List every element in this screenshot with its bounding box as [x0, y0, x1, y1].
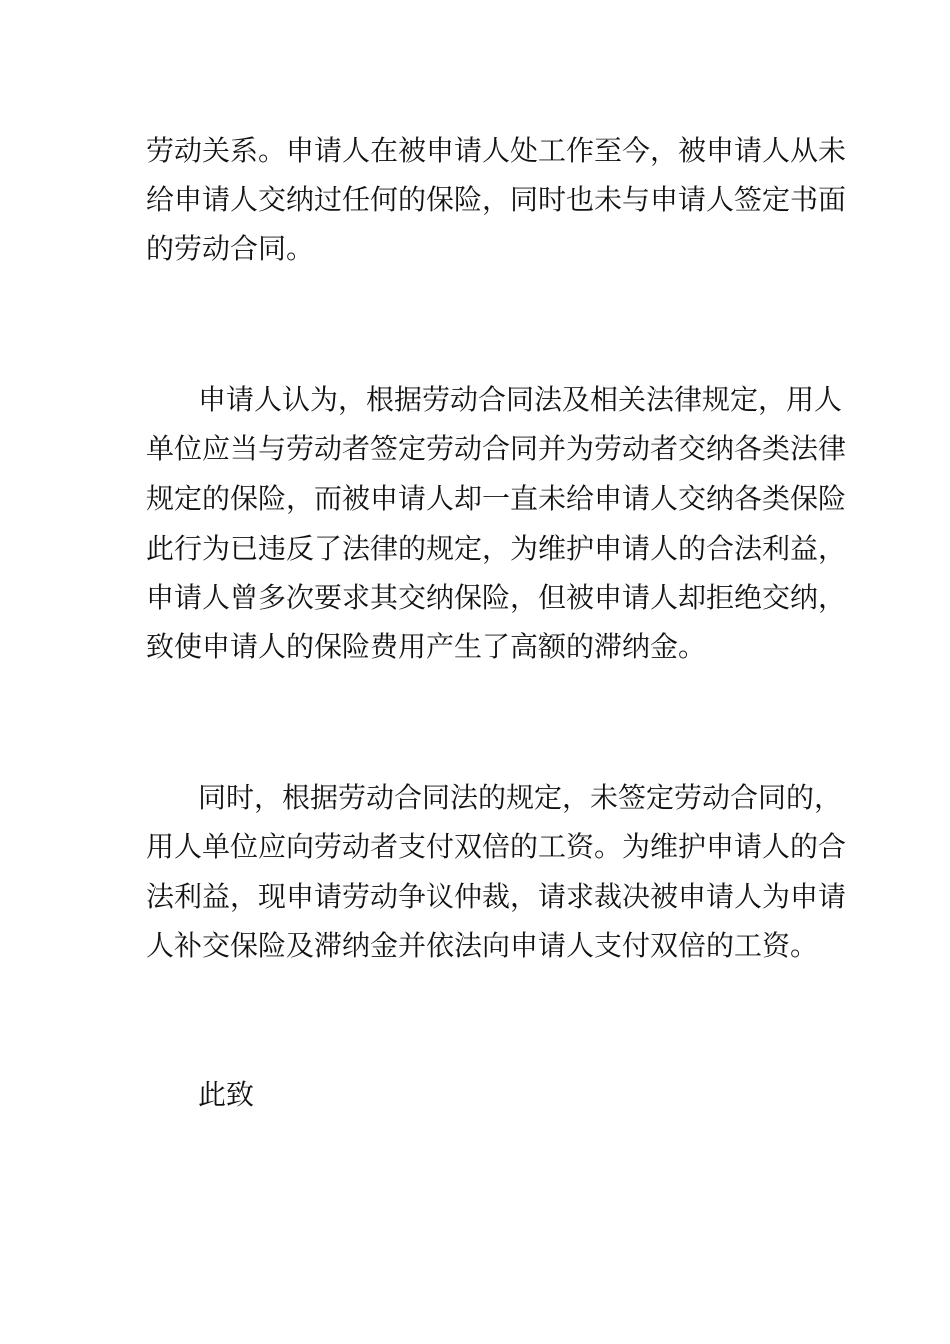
paragraph-line: 给申请人交纳过任何的保险，同时也未与申请人签定书面	[146, 183, 847, 216]
paragraph-line: 法利益，现申请劳动争议仲裁，请求裁决被申请人为申请	[146, 880, 847, 913]
paragraph-line: 申请人认为，根据劳动合同法及相关法律规定，用人	[198, 383, 843, 416]
paragraph-line: 劳动关系。申请人在被申请人处工作至今，被申请人从未	[146, 134, 847, 167]
paragraph-line: 的劳动合同。	[146, 232, 315, 265]
closing-salutation: 此致	[198, 1078, 255, 1111]
paragraph-line: 用人单位应向劳动者支付双倍的工资。为维护申请人的合	[146, 830, 847, 863]
paragraph-line: 同时，根据劳动合同法的规定，未签定劳动合同的，	[198, 781, 843, 814]
paragraph-line: 致使申请人的保险费用产生了高额的滞纳金。	[146, 630, 707, 663]
paragraph-line: 规定的保险，而被申请人却一直未给申请人交纳各类保险	[146, 482, 847, 515]
paragraph-line: 单位应当与劳动者签定劳动合同并为劳动者交纳各类法律	[146, 432, 847, 465]
paragraph-line: 申请人曾多次要求其交纳保险，但被申请人却拒绝交纳，	[146, 581, 847, 614]
paragraph-line: 人补交保险及滞纳金并依法向申请人支付双倍的工资。	[146, 929, 819, 962]
paragraph-line: 此行为已违反了法律的规定，为维护申请人的合法利益，	[146, 532, 847, 565]
